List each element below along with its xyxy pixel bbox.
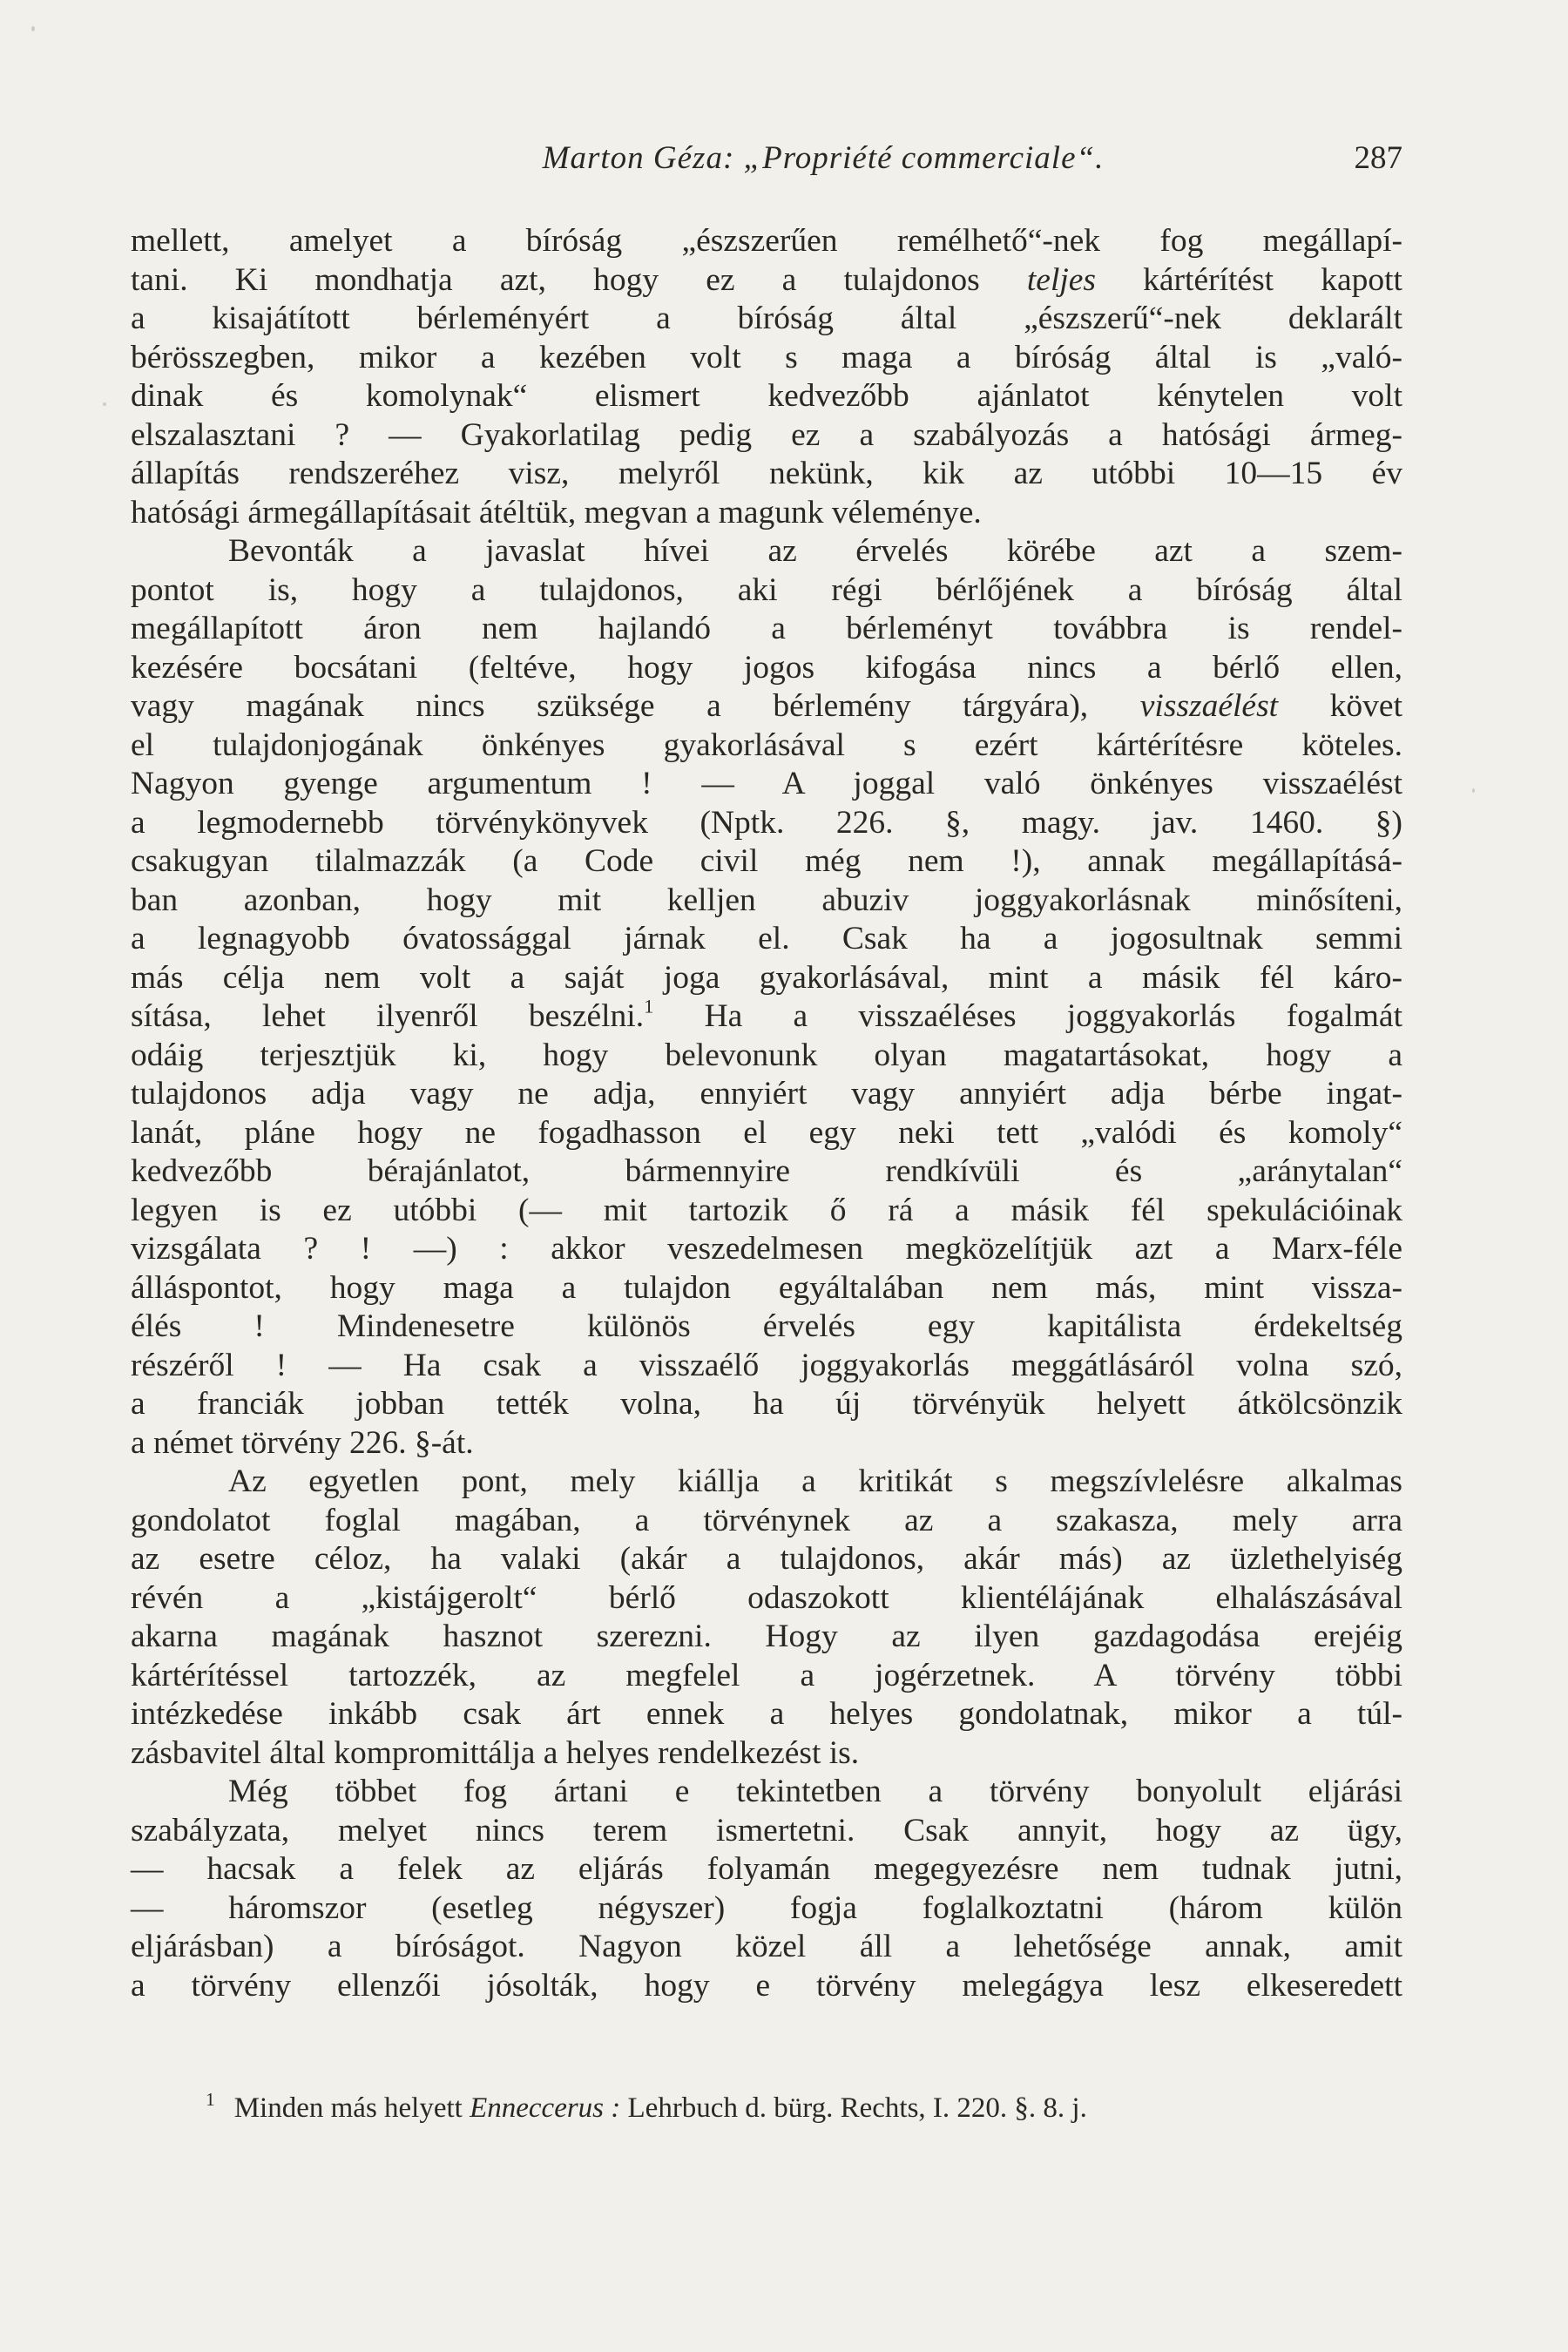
footnote: $^1$ Minden más helyett Enneccerus : Lehrbuch d. bürg. Rechts, I. 220. §. 8. j. [206, 2089, 1087, 2124]
footnote-reference: 1 [644, 995, 654, 1017]
text-line: akarna magának hasznot szerezni. Hogy az ilyen gazdagodása erejéig [131, 1619, 1402, 1654]
text-line: a legmodernebb törvénykönyvek (Nptk. 226. §, magy. jav. 1460. §) [131, 804, 1402, 841]
text-line: csakugyan tilalmazzák (a Code civil még nem !), annak megállapításá- [131, 843, 1402, 879]
paragraph-first-line: Bevonták a javaslat hívei az érvelés körébe azt a szem- [228, 533, 1402, 569]
page-number: 287 [1354, 140, 1402, 176]
text-line: lanát, pláne hogy ne fogadhasson el egy neki tett „valódi és komoly“ [131, 1114, 1402, 1151]
text-line: más célja nem volt a saját joga gyakorlásával, mint a másik fél káro- [131, 959, 1402, 996]
text-line: részéről ! — Ha csak a visszaélő joggyakorlás meggátlásáról volna szó, [131, 1347, 1402, 1383]
paper-speck [103, 402, 106, 406]
header-title: Marton Géza: „Propriété commerciale“. [542, 140, 1105, 176]
text-line: a legnagyobb óvatossággal járnak el. Csak ha a jogosultnak semmi [131, 921, 1402, 956]
text-line: eljárásban) a bíróságot. Nagyon közel áll a lehetősége annak, amit [131, 1929, 1402, 1964]
text-line: tulajdonos adja vagy ne adja, ennyiért vagy annyiért adja bérbe ingat- [131, 1076, 1402, 1112]
text-line: álláspontot, hogy maga a tulajdon egyáltalában nem más, mint vissza- [131, 1269, 1402, 1306]
text-line: vagy magának nincs szüksége a bérlemény tárgyára), visszaélést követ [131, 688, 1402, 724]
text-line: kezésére bocsátani (feltéve, hogy jogos kifogása nincs a bérlő ellen, [131, 649, 1402, 686]
paper-speck [1472, 788, 1475, 793]
text-line: megállapított áron nem hajlandó a bérleményt továbbra is rendel- [131, 611, 1402, 646]
text-line: révén a „kistájgerolt“ bérlő odaszokott klientélájának elhalászásával [131, 1579, 1402, 1616]
paragraph-first-line: Az egyetlen pont, mely kiállja a kritikát s megszívlelésre alkalmas [228, 1463, 1402, 1499]
text-line: élés ! Mindenesetre különös érvelés egy kapitálista érdekeltség [131, 1308, 1402, 1344]
text-line: dinak és komolynak“ elismert kedvezőbb ajánlatot kénytelen volt [131, 378, 1402, 414]
text-line: elszalasztani ? — Gyakorlatilag pedig ez a szabályozás a hatósági ármeg- [131, 416, 1402, 453]
paragraph-first-line: Még többet fog ártani e tekintetben a törvény bonyolult eljárási [228, 1774, 1402, 1809]
text-line: hatósági ármegállapításait átéltük, megvan a magunk véleménye. [131, 494, 982, 531]
text-line: el tulajdonjogának önkényes gyakorlásával s ezért kártérítésre köteles. [131, 727, 1402, 763]
text-line: legyen is ez utóbbi (— mit tartozik ő rá a másik fél spekulációinak [131, 1192, 1402, 1228]
text-line: a német törvény 226. §-át. [131, 1424, 474, 1461]
text-line: odáig terjesztjük ki, hogy belevonunk olyan magatartásokat, hogy a [131, 1037, 1402, 1073]
text-line: gondolatot foglal magában, a törvénynek az a szakasza, mely arra [131, 1502, 1402, 1538]
text-line: kártérítéssel tartozzék, az megfelel a jogérzetnek. A törvény többi [131, 1657, 1402, 1693]
text-line: a törvény ellenzői jósolták, hogy e törvény melegágya lesz elkeseredett [131, 1967, 1402, 2004]
text-line: tani. Ki mondhatja azt, hogy ez a tulajdonos teljes kártérítést kapott [131, 261, 1402, 298]
text-line: a franciák jobban tették volna, ha új törvényük helyett átkölcsönzik [131, 1386, 1402, 1422]
text-line: intézkedése inkább csak árt ennek a helyes gondolatnak, mikor a túl- [131, 1696, 1402, 1732]
text-line: — hacsak a felek az eljárás folyamán megegyezésre nem tudnak jutni, [131, 1851, 1402, 1887]
text-line: állapítás rendszeréhez visz, melyről nekünk, kik az utóbbi 10—15 év [131, 456, 1402, 491]
text-line: vizsgálata ? ! —) : akkor veszedelmesen megközelítjük azt a Marx-féle [131, 1231, 1402, 1267]
text-line: sítása, lehet ilyenről beszélni.$^1$ Ha a visszaéléses joggyakorlás fogalmát [131, 995, 1402, 1034]
text-line: mellett, amelyet a bíróság „észszerűen remélhető“-nek fog megállapí- [131, 223, 1402, 259]
footnote-marker: 1 [206, 2089, 215, 2110]
text-line: szabályzata, melyet nincs terem ismertetni. Csak annyit, hogy az ügy, [131, 1812, 1402, 1848]
text-line: zásbavitel által kompromittálja a helyes rendelkezést is. [131, 1734, 860, 1771]
paper-speck [31, 26, 35, 31]
text-line: kedvezőbb bérajánlatot, bármennyire rendkívüli és „aránytalan“ [131, 1153, 1402, 1189]
text-line: ban azonban, hogy mit kelljen abuziv joggyakorlásnak minősíteni, [131, 882, 1402, 918]
text-line: pontot is, hogy a tulajdonos, aki régi bérlőjének a bíróság által [131, 571, 1402, 608]
text-line: bérösszegben, mikor a kezében volt s maga a bíróság által is „való- [131, 339, 1402, 375]
running-header [131, 132, 1402, 185]
text-line: Nagyon gyenge argumentum ! — A joggal való önkényes visszaélést [131, 766, 1402, 801]
text-line: a kisajátított bérleményért a bíróság által „észszerű“-nek deklarált [131, 301, 1402, 336]
text-line: — háromszor (esetleg négyszer) fogja foglalkoztatni (három külön [131, 1889, 1402, 1926]
body-text [131, 222, 1402, 2005]
text-line: az esetre céloz, ha valaki (akár a tulajdonos, akár más) az üzlethelyiség [131, 1541, 1402, 1577]
